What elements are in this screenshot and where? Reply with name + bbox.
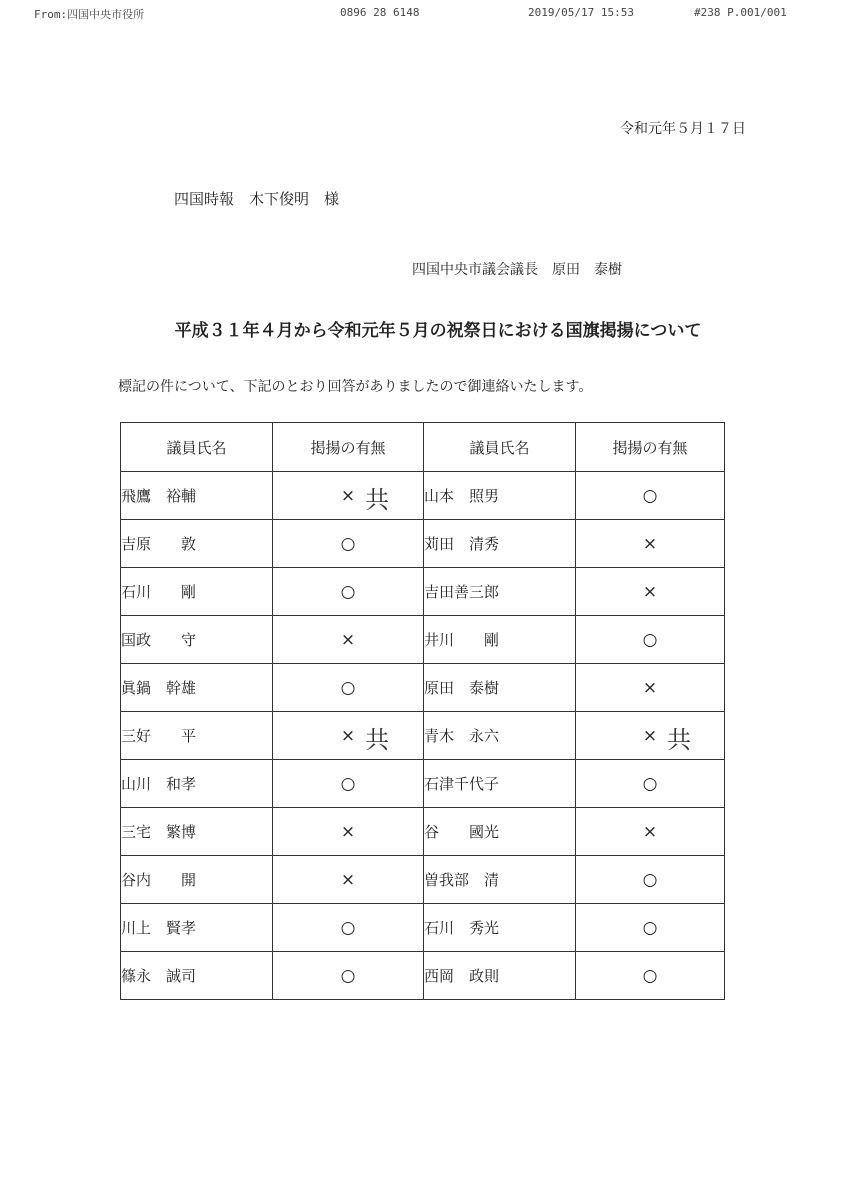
member-name-text: 石津千代子	[424, 775, 500, 793]
flag-status	[576, 664, 725, 712]
flag-status	[576, 568, 725, 616]
member-name-text: 山川 和孝	[121, 775, 197, 793]
table-header-row	[121, 423, 725, 472]
flag-mark: ×	[642, 725, 658, 746]
table-row	[121, 712, 725, 760]
flag-status	[273, 520, 424, 568]
flag-mark: ×	[340, 725, 356, 746]
table-row	[121, 616, 725, 664]
member-name-text: 谷内 開	[121, 871, 197, 889]
member-name	[121, 808, 273, 856]
flag-mark: ○	[642, 629, 658, 650]
flag-status	[576, 904, 725, 952]
flag-status	[273, 760, 424, 808]
table-row	[121, 664, 725, 712]
flag-status	[273, 904, 424, 952]
flag-status	[273, 856, 424, 904]
member-name-text: 飛鷹 裕輔	[121, 487, 197, 505]
member-name-text: 石川 剛	[121, 583, 197, 601]
fax-from: From:四国中央市役所	[34, 8, 145, 21]
document-date: 令和元年５月１７日	[620, 121, 746, 137]
member-name-text: 井川 剛	[424, 631, 500, 649]
flag-status	[576, 856, 725, 904]
document-title: 平成３１年４月から令和元年５月の祝祭日における国旗掲揚について	[174, 321, 702, 341]
flag-status	[576, 760, 725, 808]
member-name	[121, 472, 273, 520]
member-name-text: 谷 國光	[424, 823, 500, 841]
member-name-text: 国政 守	[121, 631, 197, 649]
flag-mark: ○	[340, 965, 356, 986]
flag-status	[576, 472, 725, 520]
member-name-text: 吉原 敦	[121, 535, 197, 553]
table-row	[121, 760, 725, 808]
member-name	[121, 904, 273, 952]
member-name	[424, 952, 576, 1000]
member-name	[424, 520, 576, 568]
flag-status	[273, 568, 424, 616]
member-name	[121, 760, 273, 808]
member-name	[121, 664, 273, 712]
flag-mark: ○	[340, 677, 356, 698]
member-name	[121, 712, 273, 760]
table-row	[121, 520, 725, 568]
member-name-text: 吉田善三郎	[424, 583, 500, 601]
table-row	[121, 808, 725, 856]
flag-mark: ×	[642, 677, 658, 698]
member-name	[121, 856, 273, 904]
flag-mark: ×	[340, 485, 356, 506]
flag-status	[273, 808, 424, 856]
table-row	[121, 952, 725, 1000]
member-name-text: 苅田 清秀	[424, 535, 500, 553]
member-name-text: 三宅 繁博	[121, 823, 197, 841]
handwritten-note: 共	[365, 486, 390, 514]
fax-page: #238 P.001/001	[694, 6, 787, 19]
flag-mark: ×	[340, 629, 356, 650]
member-name	[424, 712, 576, 760]
table-body	[121, 472, 725, 1000]
member-name-text: 三好 平	[121, 727, 197, 745]
member-name	[424, 616, 576, 664]
member-name-text: 篠永 誠司	[121, 967, 197, 985]
member-name	[424, 472, 576, 520]
flag-mark: ○	[340, 533, 356, 554]
flag-mark: ○	[340, 917, 356, 938]
member-name-text: 曽我部 清	[424, 871, 500, 889]
flag-mark: ○	[340, 773, 356, 794]
member-name-text: 川上 賢孝	[121, 919, 197, 937]
header-status-left: 掲揚の有無	[273, 423, 424, 472]
recipient: 四国時報 木下俊明 様	[174, 190, 340, 208]
header-name-left: 議員氏名	[121, 423, 273, 472]
flag-status	[273, 616, 424, 664]
header-status-right: 掲揚の有無	[576, 423, 725, 472]
table-row	[121, 472, 725, 520]
flag-mark: ×	[642, 581, 658, 602]
flag-mark: ×	[642, 533, 658, 554]
flag-status	[576, 952, 725, 1000]
flag-status	[576, 616, 725, 664]
fax-datetime: 2019/05/17 15:53	[528, 6, 634, 19]
member-name	[121, 952, 273, 1000]
fax-tel: 0896 28 6148	[340, 6, 420, 19]
flag-mark: ○	[340, 581, 356, 602]
table-row	[121, 856, 725, 904]
flag-status	[576, 712, 725, 760]
sender: 四国中央市議会議長 原田 泰樹	[412, 262, 622, 278]
member-name	[121, 616, 273, 664]
flag-mark: ×	[340, 869, 356, 890]
member-name-text: 眞鍋 幹雄	[121, 679, 197, 697]
member-name	[121, 520, 273, 568]
member-name-text: 原田 泰樹	[424, 679, 500, 697]
handwritten-note: 共	[667, 726, 692, 754]
flag-status	[273, 664, 424, 712]
flag-mark: ○	[642, 773, 658, 794]
member-name	[424, 808, 576, 856]
member-name	[424, 856, 576, 904]
header-name-right: 議員氏名	[424, 423, 576, 472]
flag-mark: ○	[642, 965, 658, 986]
flag-mark: ×	[642, 821, 658, 842]
member-name	[424, 568, 576, 616]
table-row	[121, 904, 725, 952]
flag-mark: ○	[642, 869, 658, 890]
member-name-text: 西岡 政則	[424, 967, 500, 985]
flag-mark: ×	[340, 821, 356, 842]
member-name-text: 青木 永六	[424, 727, 500, 745]
member-name	[424, 904, 576, 952]
member-name-text: 石川 秀光	[424, 919, 500, 937]
flag-status	[273, 952, 424, 1000]
flag-status	[273, 472, 424, 520]
handwritten-note: 共	[365, 726, 390, 754]
flag-status	[576, 520, 725, 568]
member-name-text: 山本 照男	[424, 487, 500, 505]
flag-mark: ○	[642, 485, 658, 506]
fax-header	[0, 6, 849, 22]
flag-table	[120, 422, 725, 1000]
flag-status	[576, 808, 725, 856]
intro-text: 標記の件について、下記のとおり回答がありましたので御連絡いたします。	[118, 379, 593, 395]
member-name	[121, 568, 273, 616]
flag-mark: ○	[642, 917, 658, 938]
flag-status	[273, 712, 424, 760]
table-row	[121, 568, 725, 616]
member-name	[424, 760, 576, 808]
member-name	[424, 664, 576, 712]
